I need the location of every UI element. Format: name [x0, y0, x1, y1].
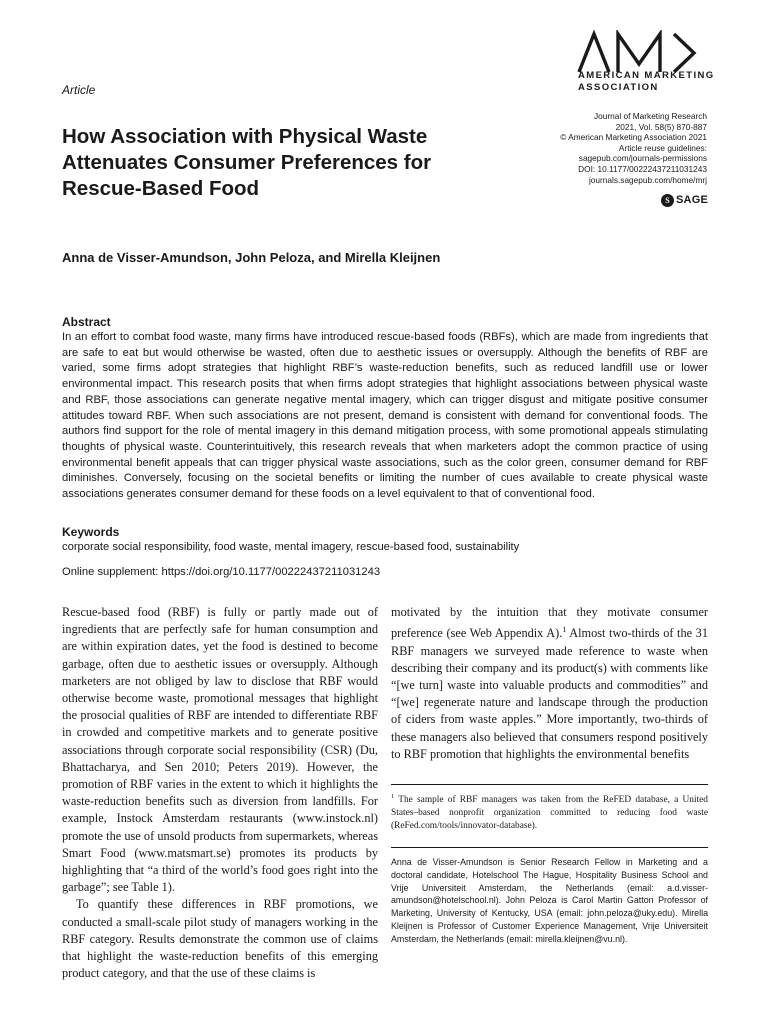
- logo-text-line1: AMERICAN MARKETING: [578, 70, 715, 81]
- logo-text-line2: ASSOCIATION: [578, 82, 659, 93]
- author-list: Anna de Visser-Amundson, John Peloza, and Mirella Kleijnen: [62, 250, 441, 265]
- footnote-ref[interactable]: 1: [562, 625, 567, 635]
- author-affiliations: Anna de Visser-Amundson is Senior Research Fellow in Marketing and a doctoral candidate, Hotelschool The Hague, Hospitality Business School and Vrije Universiteit Amsterdam, the Netherlands (email: a.d.visser-amundson@hotelschool.nl). John Peloza is Carol Martin Gatton Professor of Marketing, University of Kentucky, USA (email: john.peloza@uky.edu). Mirella Kleijnen is Professor of Customer Experience Management, Vrije Universiteit Amsterdam, the Netherlands (email: mirella.kleijnen@vu.nl).: [391, 857, 708, 944]
- reuse-label: Article reuse guidelines:: [618, 142, 707, 153]
- article-type-label: Article: [62, 83, 96, 97]
- journal-info: [500, 111, 707, 185]
- article-title: How Association with Physical Waste Attenuates Consumer Preferences for Rescue-Based Food: [62, 125, 432, 200]
- body-paragraph: Rescue-based food (RBF) is fully or partly made out of ingredients that are perfectly safe for human consumption and are within expiration dates, yet the food is destined to become garbage, often due to aesthetic issues or oversupply. Although marketers are not obliged by law to disclose that RBF would otherwise become waste, promotional messages that highlight the prosocial qualities of RBF are intended to differentiate RBF in crowded and competitive markets and to generate positive associations through corporate social responsibility (CSR) (Du, Bhattacharya, and Sen 2010; Peters 2019). However, the promotion of RBF varies in the extent to which it highlights the waste-reduction benefits such as diversion from landfills. For example, Instock Amsterdam restaurants (www.instock.nl) promote the use of unsold products from supermarkets, whereas Smart Food (www.matsmart.se) promotes its products by highlighting that “a third of the world’s food goes right into the garbage”; see Table 1).: [62, 605, 378, 895]
- sage-circle-icon: S: [661, 194, 674, 207]
- permissions-link[interactable]: sagepub.com/journals-permissions: [578, 153, 707, 164]
- ama-logo-icon: [577, 30, 697, 74]
- footnote-text: The sample of RBF managers was taken from the ReFED database, a United States–based nonprofit organization committed to reducing food waste (ReFed.com/tools/innovator-database).: [391, 795, 708, 831]
- body-text-segment: Almost two-thirds of the 31 RBF managers we surveyed made reference to waste when describing their company and its product(s) with comments like “[we turn] waste into valuable products and commodities” and “[we] regenerate nature and landscape through the production of ciders from waste apples.” More importantly, two-thirds of these managers also believed that consumers respond positively to RBF promotion that highlights the environmental benefits: [391, 626, 708, 761]
- body-left-column: [62, 604, 378, 982]
- sage-logo: [656, 193, 708, 207]
- abstract-heading: Abstract: [62, 315, 111, 329]
- journal-copyright: © American Marketing Association 2021: [560, 132, 707, 143]
- body-paragraph: To quantify these differences in RBF promotions, we conducted a small-scale pilot study of managers working in the RBF category. Results demonstrate the common use of claims that highlight the waste-reduction benefits of this emerging product category, and that the use of these claims is: [62, 897, 378, 981]
- journal-name: Journal of Marketing Research: [594, 111, 707, 121]
- keywords-text: corporate social responsibility, food waste, mental imagery, rescue-based food, sustainability: [62, 541, 520, 553]
- footnote-marker: 1: [391, 793, 395, 800]
- journal-homepage-link[interactable]: journals.sagepub.com/home/mrj: [588, 174, 707, 185]
- sage-logo-text: SAGE: [676, 194, 708, 206]
- journal-volume: 2021, Vol. 58(5) 870-887: [615, 121, 707, 132]
- affiliation-divider: [391, 847, 708, 848]
- keywords-heading: Keywords: [62, 525, 120, 539]
- online-supplement-link[interactable]: Online supplement: https://doi.org/10.1177/00222437211031243: [62, 566, 381, 578]
- body-right-column: [391, 604, 708, 763]
- doi-text[interactable]: DOI: 10.1177/00222437211031243: [578, 163, 707, 174]
- body-text-segment: motivated by the intuition that they motivate consumer preference (see Web Appendix A).: [391, 605, 708, 641]
- abstract-text: In an effort to combat food waste, many firms have introduced rescue-based foods (RBFs), which are made from ingredients that are safe to eat but would otherwise be wasted, often due to aesthetic issues or oversupply. Although the benefits of RBF are varied, some firms adopt strategies that highlight RBF’s waste-reduction benefits, such as reduced landfill use or lower environmental impact. This research posits that when firms adopt strategies that highlight associations between physical waste and RBF, those associations can generate negative mental imagery, which can trigger disgust and mitigate positive consumer attitudes toward RBF. When such associations are not present, demand is consistent with demand for conventional foods. The authors find support for the role of mental imagery in this demand mitigation process, with some promotional appeals stimulating thoughts of physical waste. Counterintuitively, this research reveals that when marketers adopt the common practice of using environmental benefit appeals that can trigger physical waste associations, such as the color green, consumer demand for RBF diminishes. Conversely, focusing on the societal benefits or limiting the number of cues available to create physical waste associations generates consumer demand for these foods on a level equivalent to that of conventional food.: [62, 331, 708, 501]
- footnote-divider: [391, 784, 708, 785]
- footnote: [391, 791, 708, 832]
